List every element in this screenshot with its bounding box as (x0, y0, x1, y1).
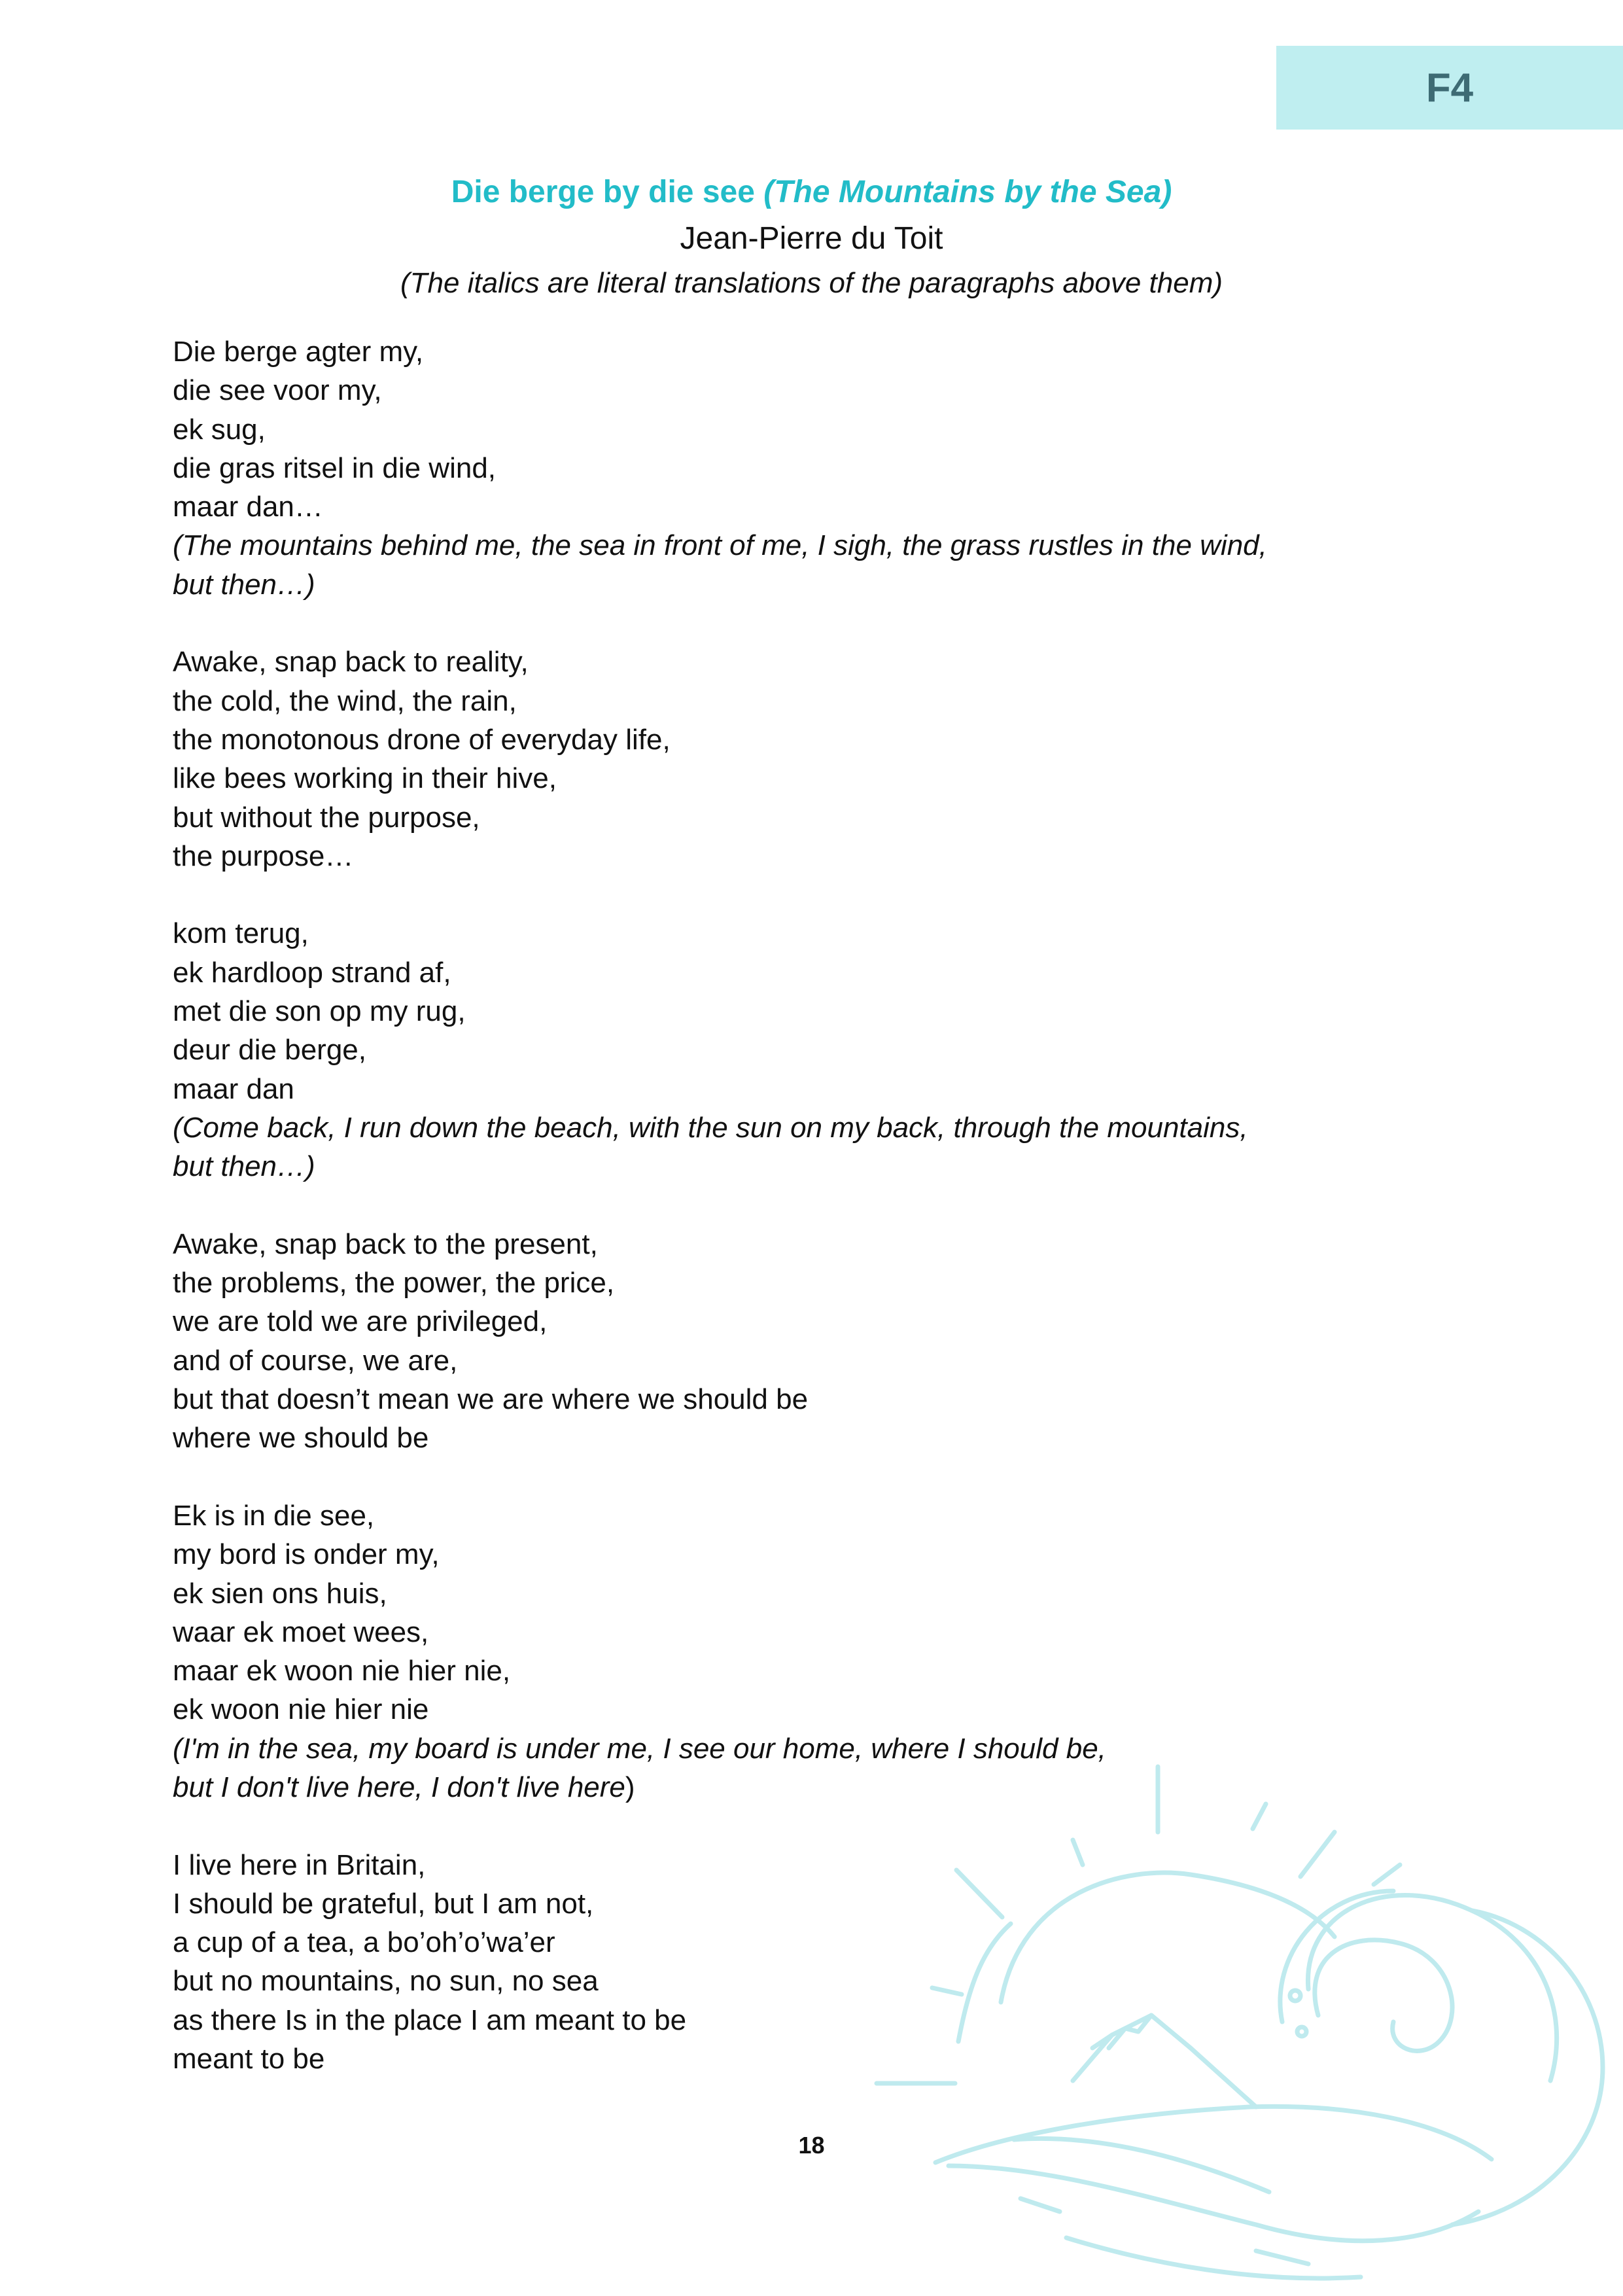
stanza-gap (173, 604, 1363, 643)
stanza (173, 1225, 1363, 1458)
poem-author: Jean-Pierre du Toit (680, 221, 943, 256)
poem-line: ek sien ons huis, (173, 1577, 387, 1610)
translation-line: but then…) (173, 568, 315, 601)
translation-line: (Come back, I run down the beach, with the sun on my back, through the mountains, (173, 1111, 1248, 1144)
poem-line: die see voor my, (173, 374, 382, 407)
stanza (173, 332, 1363, 604)
poem-line: where we should be (173, 1422, 429, 1455)
poem-line: as there Is in the place I am meant to be (173, 2004, 687, 2036)
translation-line: (The mountains behind me, the sea in front of me, I sigh, the grass rustles in the wind, (173, 529, 1267, 562)
section-tab (1276, 46, 1623, 130)
poem-line: my bord is onder my, (173, 1538, 440, 1571)
poem-line: die gras ritsel in die wind, (173, 451, 497, 484)
poem-line: ek woon nie hier nie (173, 1693, 429, 1726)
poem-line: the cold, the wind, the rain, (173, 684, 517, 717)
poem-line: Ek is in die see, (173, 1499, 375, 1532)
translation-line: but I don't live here, I don't live here (173, 1771, 625, 1803)
poem-line: I live here in Britain, (173, 1848, 426, 1881)
poem-title-translation: (The Mountains by the Sea) (763, 175, 1172, 209)
section-tab-label: F4 (1425, 65, 1474, 111)
poem-line: I should be grateful, but I am not, (173, 1887, 594, 1920)
poem-line: Awake, snap back to reality, (173, 646, 529, 679)
stanza-gap (173, 1458, 1363, 1496)
stanza (173, 914, 1363, 1186)
poem-line: deur die berge, (173, 1034, 366, 1067)
poem-line: Awake, snap back to the present, (173, 1227, 598, 1260)
translation-line-tail: ) (625, 1771, 635, 1803)
translation-line: but then…) (173, 1150, 315, 1183)
page-number: 18 (798, 2132, 825, 2159)
poem-line: like bees working in their hive, (173, 762, 557, 795)
poem-line: maar ek woon nie hier nie, (173, 1655, 511, 1687)
translation-note: (The italics are literal translations of the paragraphs above them) (400, 267, 1223, 299)
poem-title (0, 174, 1623, 210)
poem-line: but that doesn’t mean we are where we should be (173, 1383, 809, 1416)
poem-line: kom terug, (173, 917, 309, 950)
sun-mountain-wave-icon (850, 1740, 1623, 2296)
stanza-gap (173, 1186, 1363, 1225)
translation-line: (I'm in the sea, my board is under me, I see our home, where I should be, (173, 1732, 1106, 1765)
poem-line: the problems, the power, the price, (173, 1267, 615, 1299)
poem-line: maar dan… (173, 491, 323, 523)
poem-line: waar ek moet wees, (173, 1616, 429, 1648)
poem-line: we are told we are privileged, (173, 1305, 548, 1338)
poem-line: Die berge agter my, (173, 336, 424, 368)
poem-line: maar dan (173, 1072, 294, 1105)
poem-line: meant to be (173, 2043, 325, 2075)
stanza-gap (173, 875, 1363, 914)
poem-line: but no mountains, no sun, no sea (173, 1965, 599, 1998)
poem-line: but without the purpose, (173, 801, 480, 834)
poem-line: and of course, we are, (173, 1344, 458, 1377)
poem-title-afrikaans: Die berge by die see (451, 175, 764, 209)
poem-line: a cup of a tea, a bo’oh’o’wa’er (173, 1926, 555, 1959)
poem-line: ek hardloop strand af, (173, 956, 451, 989)
poem-line: ek sug, (173, 413, 266, 446)
poem-line: met die son op my rug, (173, 995, 466, 1028)
poem-line: the purpose… (173, 839, 354, 872)
poem-line: the monotonous drone of everyday life, (173, 723, 671, 756)
stanza (173, 643, 1363, 875)
